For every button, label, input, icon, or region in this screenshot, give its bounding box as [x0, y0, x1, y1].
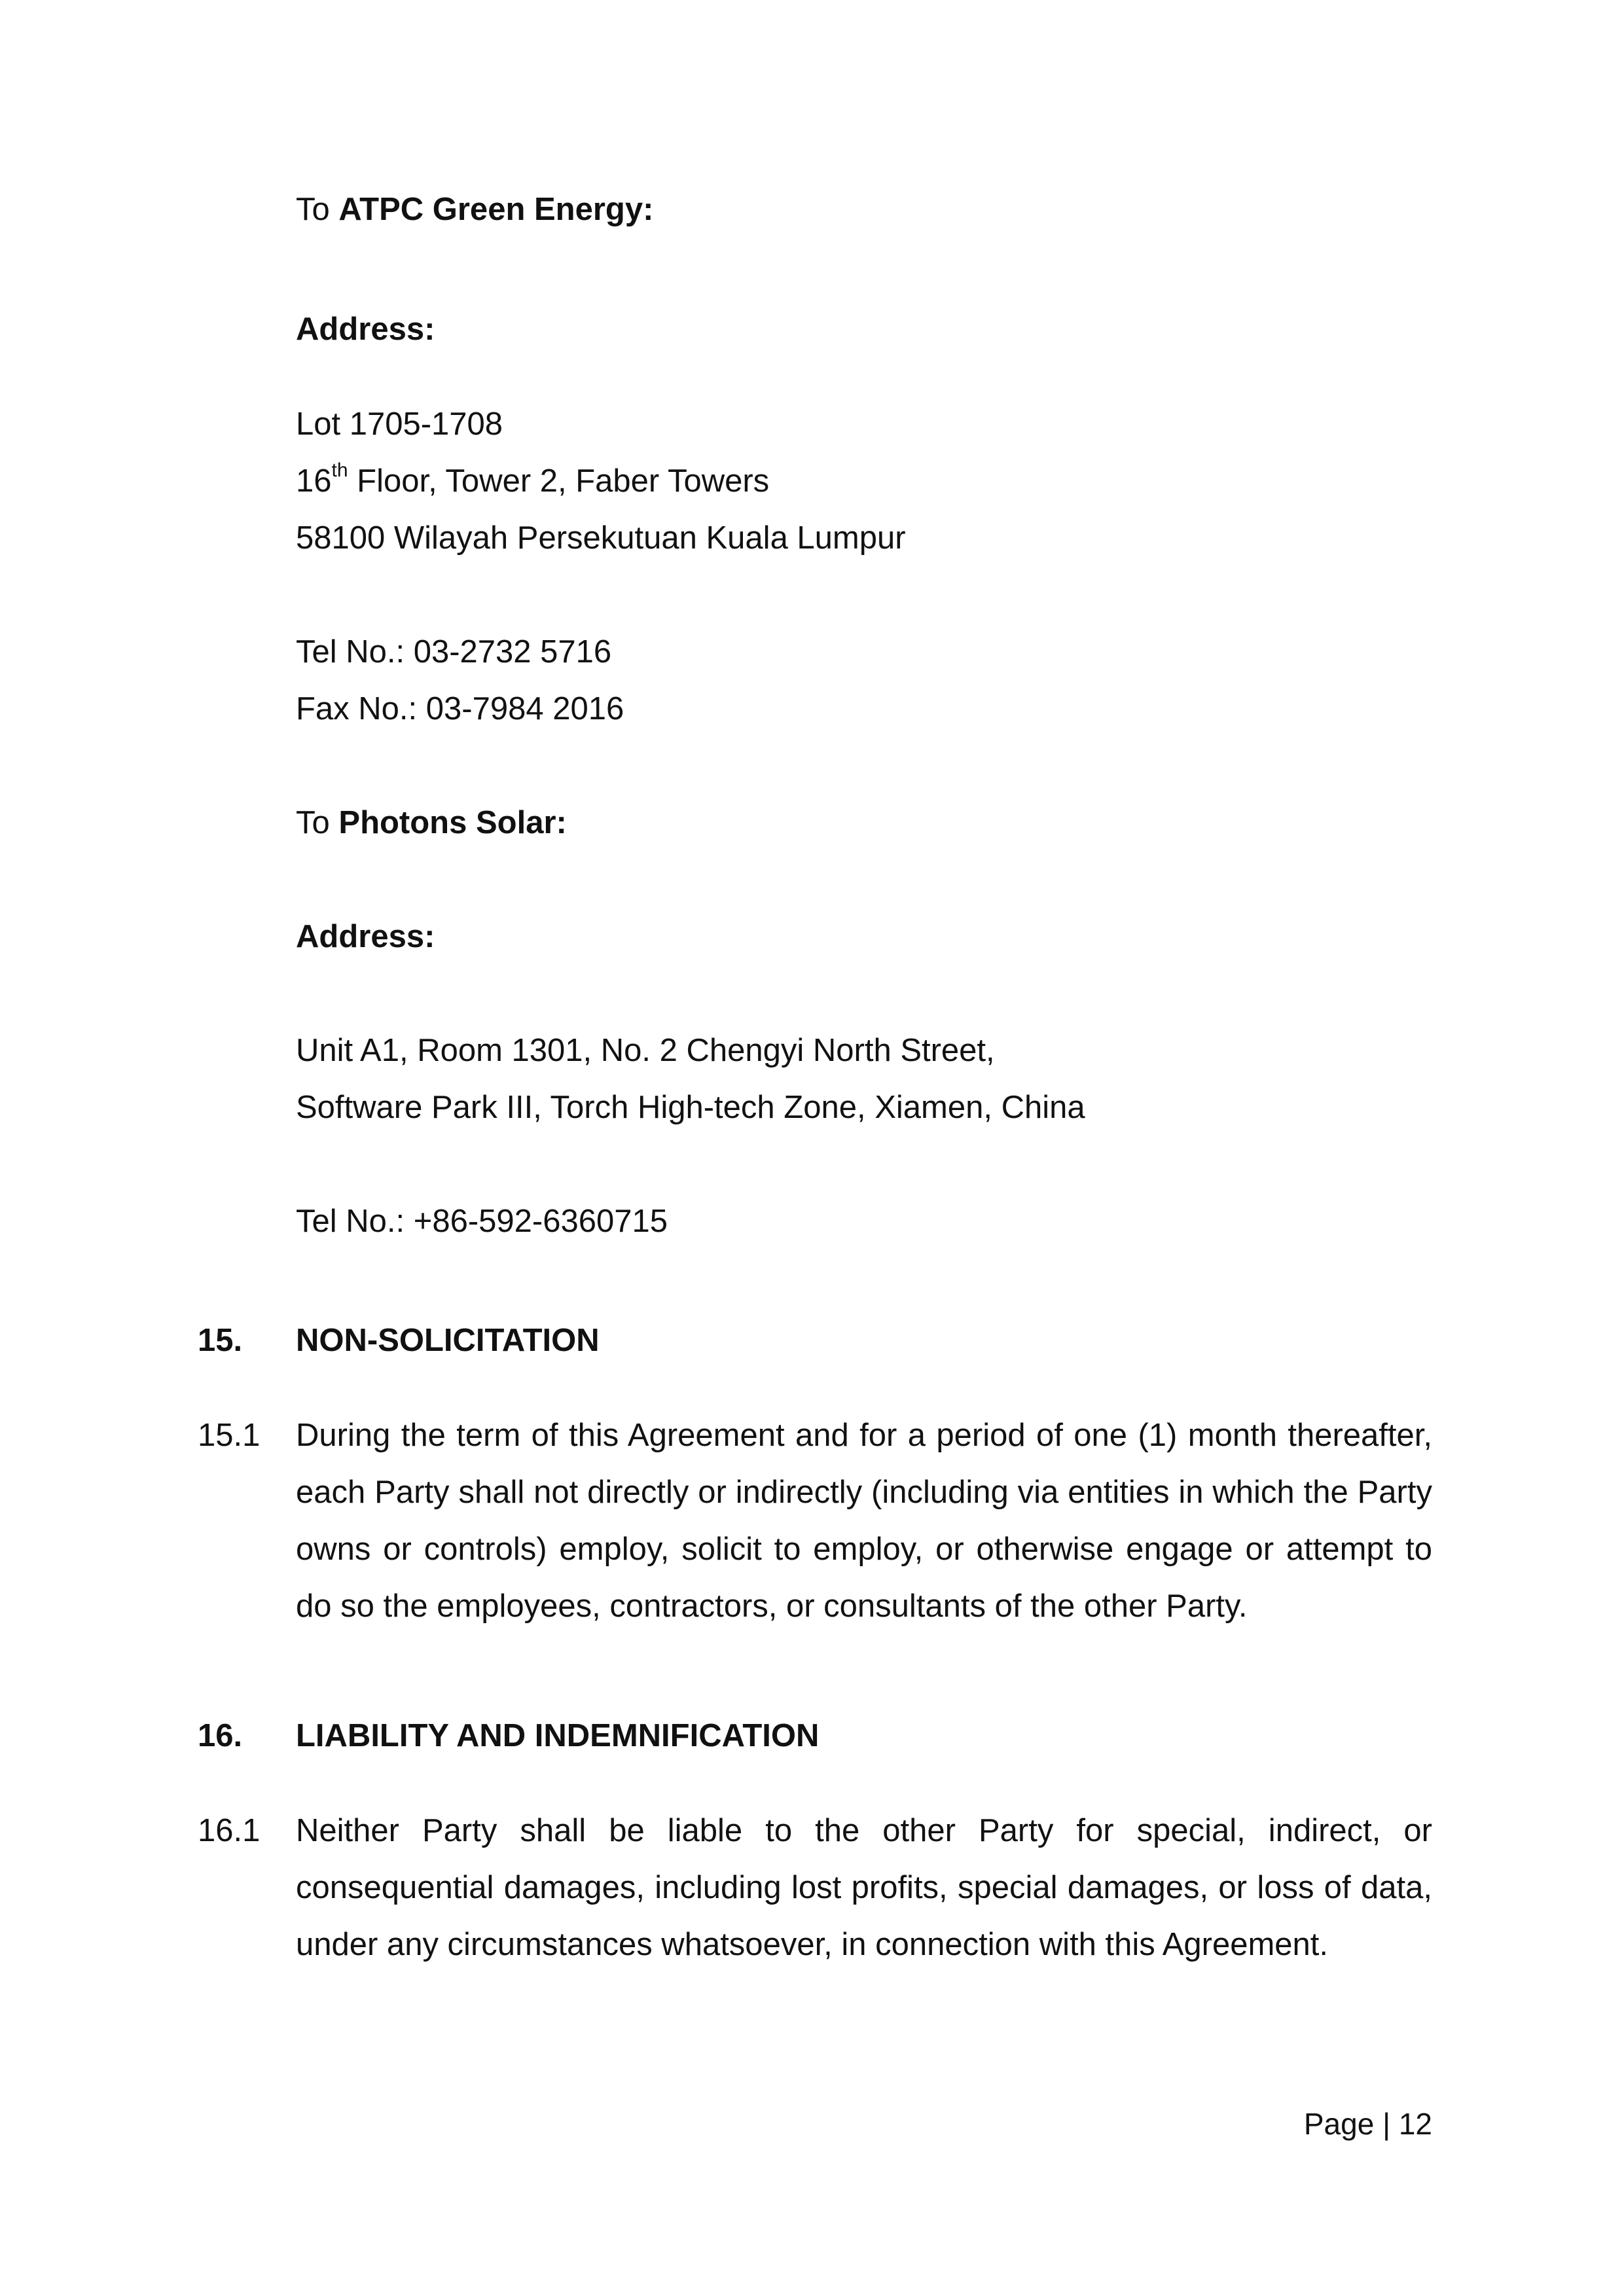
- section-heading-15: NON-SOLICITATION: [296, 1323, 600, 1358]
- section-number-16: 16.: [198, 1718, 243, 1753]
- address-label-atpc: Address:: [296, 312, 435, 347]
- page-footer: [1304, 2104, 1432, 2144]
- address-line-1-atpc: Lot 1705-1708: [296, 406, 503, 442]
- clause-line: During the term of this Agreement and for a period of one (1) month thereafter,: [296, 1418, 1432, 1453]
- address-label-photons: Address:: [296, 919, 435, 954]
- clause-text-16-1: [296, 1803, 1432, 1973]
- floor-rest: Floor, Tower 2, Faber Towers: [348, 463, 770, 499]
- address-line-3-atpc: 58100 Wilayah Persekutuan Kuala Lumpur: [296, 520, 906, 556]
- tel-atpc: Tel No.: 03-2732 5716: [296, 634, 612, 670]
- clause-number-16-1: 16.1: [198, 1813, 261, 1848]
- clause-line: each Party shall not directly or indirectly (including via entities in which the Party: [296, 1475, 1432, 1510]
- clause-line: under any circumstances whatsoever, in connection with this Agreement.: [296, 1927, 1328, 1962]
- section-heading-16: LIABILITY AND INDEMNIFICATION: [296, 1718, 820, 1753]
- party-name-atpc: ATPC Green Energy:: [338, 192, 654, 227]
- page-number: 12: [1398, 2107, 1432, 2141]
- clause-line: do so the employees, contractors, or consultants of the other Party.: [296, 1588, 1248, 1624]
- address-line-2-photons: Software Park III, Torch High-tech Zone, Xiamen, China: [296, 1090, 1085, 1125]
- section-number-15: 15.: [198, 1323, 243, 1358]
- clause-text-15-1: [296, 1407, 1432, 1635]
- clause-number-15-1: 15.1: [198, 1418, 261, 1453]
- address-line-1-photons: Unit A1, Room 1301, No. 2 Chengyi North Street,: [296, 1033, 995, 1068]
- page-separator: |: [1382, 2107, 1391, 2141]
- clause-line: owns or controls) employ, solicit to employ, or otherwise engage or attempt to: [296, 1532, 1432, 1567]
- floor-number: 16: [296, 463, 332, 499]
- to-prefix: To: [296, 805, 330, 840]
- notice-to-photons: [296, 803, 567, 842]
- floor-ordinal: th: [331, 459, 348, 481]
- notice-to-atpc: [296, 190, 653, 229]
- page-label: Page: [1303, 2107, 1375, 2141]
- tel-photons: Tel No.: +86-592-6360715: [296, 1204, 668, 1239]
- clause-line: Neither Party shall be liable to the other Party for special, indirect, or: [296, 1813, 1432, 1848]
- address-line-2-atpc: [296, 461, 769, 501]
- party-name-photons: Photons Solar:: [338, 805, 567, 840]
- to-prefix: To: [296, 192, 330, 227]
- clause-line: consequential damages, including lost profits, special damages, or loss of data,: [296, 1870, 1432, 1905]
- fax-atpc: Fax No.: 03-7984 2016: [296, 691, 624, 726]
